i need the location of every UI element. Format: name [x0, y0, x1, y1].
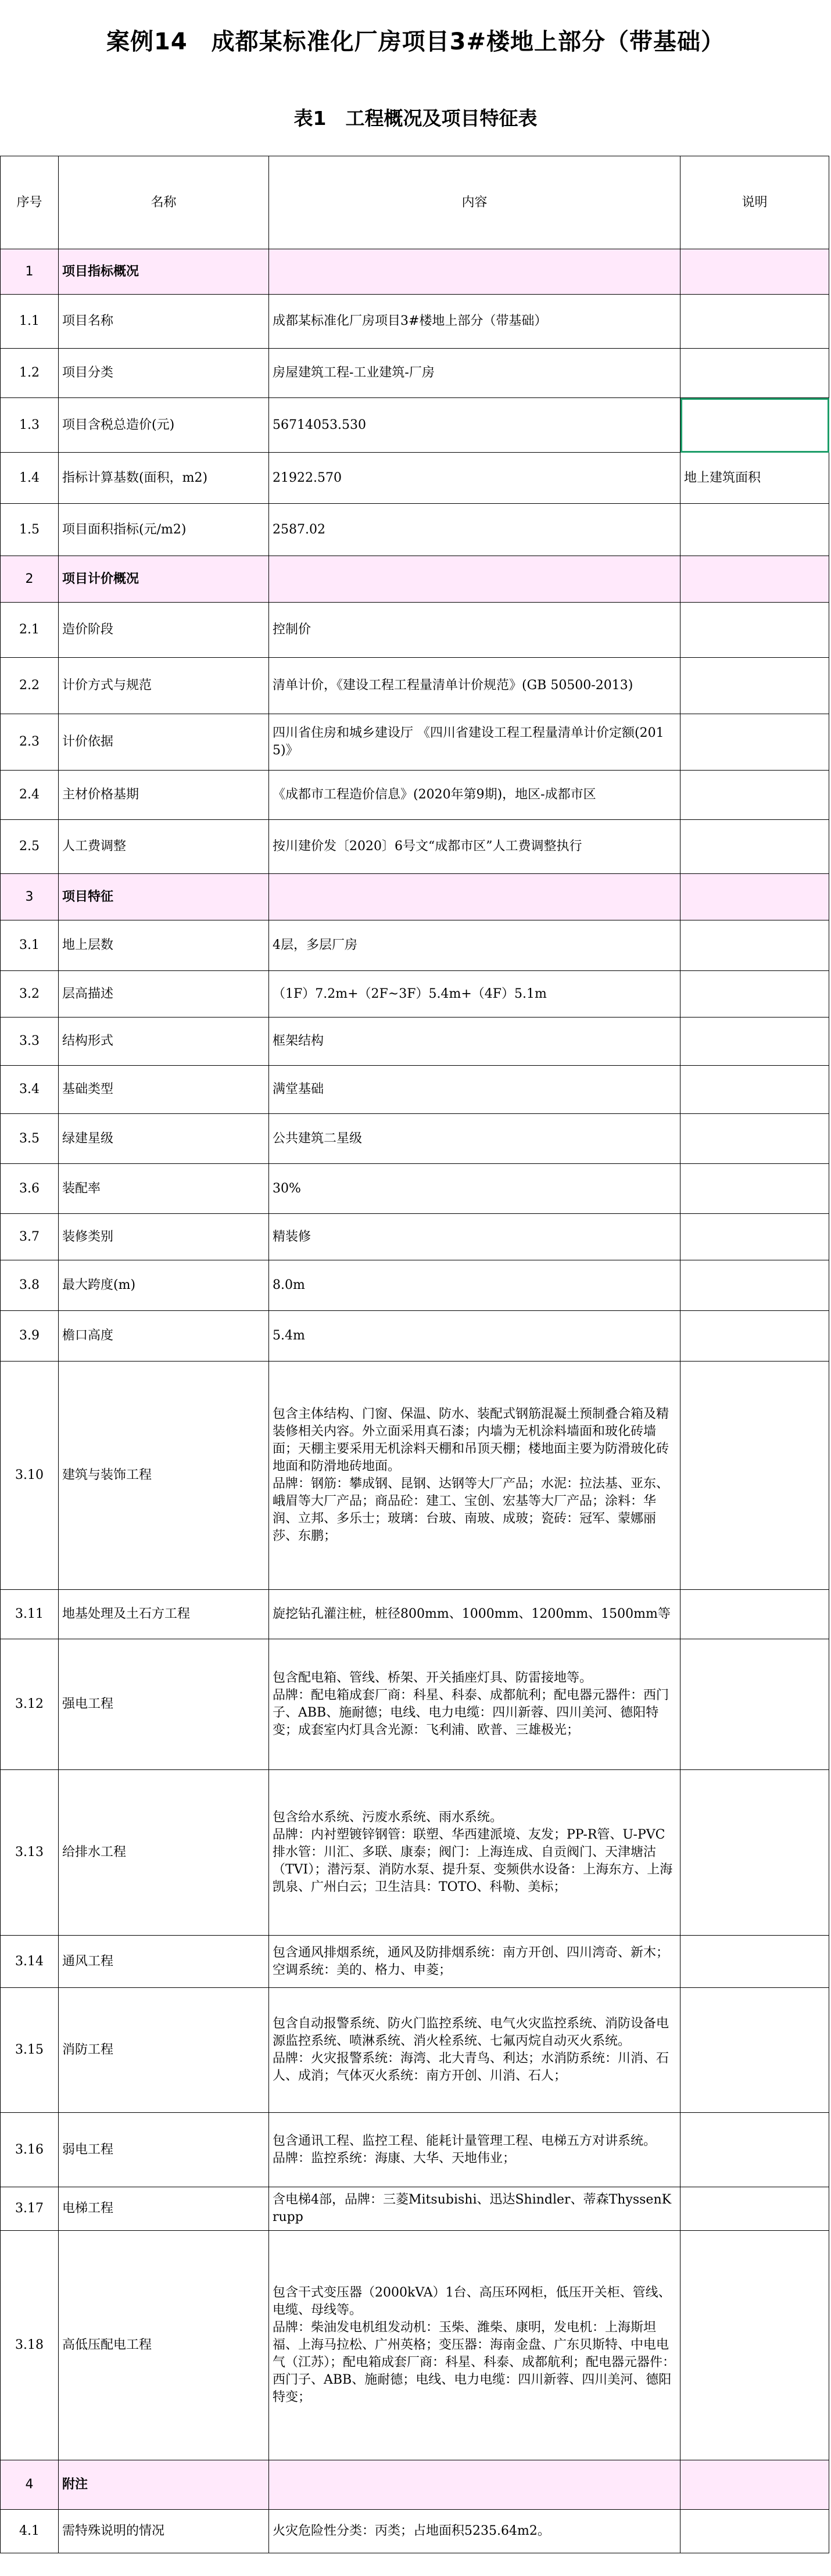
- row-name-cell: 指标计算基数(面积，m2): [59, 453, 269, 504]
- table-row: [1, 1260, 829, 1311]
- row-content-cell: （1F）7.2m+（2F~3F）5.4m+（4F）5.1m: [269, 971, 680, 1017]
- table-row: [1, 1214, 829, 1260]
- row-content-cell: 56714053.530: [269, 398, 680, 453]
- row-note-cell: [680, 1114, 829, 1164]
- row-content-cell: 含电梯4部，品牌：三菱Mitsubishi、迅达Shindler、蒂森ThyssenKrupp: [269, 2187, 680, 2231]
- row-name-cell: 计价方式与规范: [59, 658, 269, 714]
- row-note-cell: [680, 1311, 829, 1362]
- table-row: [1, 1590, 829, 1639]
- row-name-cell: 项目特征: [59, 874, 269, 920]
- row-name-cell: 项目指标概况: [59, 249, 269, 295]
- row-note-cell: [680, 1260, 829, 1311]
- row-note-cell: [680, 295, 829, 349]
- table-row: [1, 714, 829, 771]
- table-row: [1, 349, 829, 398]
- row-note-cell: [680, 820, 829, 874]
- table-row: [1, 2231, 829, 2460]
- row-note-cell: [680, 556, 829, 603]
- row-note-cell: [680, 1164, 829, 1214]
- row-content-cell: 包含通讯工程、监控工程、能耗计量管理工程、电梯五方对讲系统。 品牌：监控系统：海康、大华、天地伟业；: [269, 2113, 680, 2187]
- row-note-cell: [680, 2113, 829, 2187]
- table-row: [1, 1988, 829, 2113]
- table-row: [1, 603, 829, 658]
- row-number-cell: 2.4: [1, 771, 59, 820]
- row-number-cell: 3.9: [1, 1311, 59, 1362]
- row-note-cell: [680, 2231, 829, 2460]
- row-content-cell: [269, 249, 680, 295]
- row-number-cell: 3.16: [1, 2113, 59, 2187]
- row-name-cell: 地基处理及土石方工程: [59, 1590, 269, 1639]
- document-title: 案例14 成都某标准化厂房项目3#楼地上部分（带基础）: [106, 28, 725, 55]
- table-row: [1, 1936, 829, 1988]
- row-content-cell: [269, 874, 680, 920]
- section-row: [1, 249, 829, 295]
- row-name-cell: 项目分类: [59, 349, 269, 398]
- row-number-cell: 1.3: [1, 398, 59, 453]
- row-name-cell: 通风工程: [59, 1936, 269, 1988]
- table-row: [1, 1770, 829, 1936]
- row-content-cell: 包含主体结构、门窗、保温、防水、装配式钢筋混凝土预制叠合箱及精装修相关内容。外立面采用真石漆；内墙为无机涂料墙面和玻化砖墙面；天棚主要采用无机涂料天棚和吊顶天棚；楼地面主要为防滑玻化砖地面和防滑地砖地面。 品牌：钢筋：攀成钢、昆钢、达钢等大厂产品；水泥：拉法基、亚东、峨眉等大厂产品；商品砼：建工、宝创、宏基等大厂产品；涂料：华润、立邦、多乐士；玻璃：台玻、南玻、成玻；瓷砖：冠军、蒙娜丽莎、东鹏；: [269, 1362, 680, 1590]
- row-number-cell: 1.4: [1, 453, 59, 504]
- row-content-cell: 8.0m: [269, 1260, 680, 1311]
- row-number-cell: 1.2: [1, 349, 59, 398]
- row-number-cell: 2: [1, 556, 59, 603]
- project-feature-table: [0, 156, 829, 2553]
- row-name-cell: 最大跨度(m): [59, 1260, 269, 1311]
- row-name-cell: 需特殊说明的情况: [59, 2510, 269, 2553]
- row-content-cell: 《成都市工程造价信息》(2020年第9期)，地区-成都市区: [269, 771, 680, 820]
- row-content-cell: 包含配电箱、管线、桥架、开关插座灯具、防雷接地等。 品牌：配电箱成套厂商：科星、科泰、成都航利；配电器元器件：西门子、ABB、施耐德；电线、电力电缆：四川新蓉、四川美河、德阳特变；成套室内灯具含光源：飞利浦、欧普、三雄极光；: [269, 1639, 680, 1770]
- row-note-cell: [680, 2460, 829, 2510]
- row-name-cell: 计价依据: [59, 714, 269, 771]
- row-name-cell: 结构形式: [59, 1017, 269, 1066]
- row-content-cell: 精装修: [269, 1214, 680, 1260]
- row-note-cell: [680, 2510, 829, 2553]
- row-number-cell: 4.1: [1, 2510, 59, 2553]
- row-content-cell: 四川省住房和城乡建设厅 《四川省建设工程工程量清单计价定额(2015)》: [269, 714, 680, 771]
- table-row: [1, 1017, 829, 1066]
- table-row: [1, 1066, 829, 1114]
- row-note-cell: [680, 504, 829, 556]
- row-note-cell: [680, 1066, 829, 1114]
- row-number-cell: 1.5: [1, 504, 59, 556]
- table-row: [1, 771, 829, 820]
- table-row: [1, 2187, 829, 2231]
- row-name-cell: 项目面积指标(元/m2): [59, 504, 269, 556]
- row-name-cell: 装修类别: [59, 1214, 269, 1260]
- row-content-cell: 2587.02: [269, 504, 680, 556]
- row-content-cell: 30%: [269, 1164, 680, 1214]
- table-row: [1, 1639, 829, 1770]
- row-number-cell: 3.14: [1, 1936, 59, 1988]
- row-number-cell: 3: [1, 874, 59, 920]
- row-name-cell: 项目名称: [59, 295, 269, 349]
- row-number-cell: 3.1: [1, 920, 59, 971]
- row-name-cell: 人工费调整: [59, 820, 269, 874]
- row-content-cell: 4层，多层厂房: [269, 920, 680, 971]
- row-note-cell: [680, 1988, 829, 2113]
- row-note-cell: [680, 874, 829, 920]
- row-name-cell: 绿建星级: [59, 1114, 269, 1164]
- row-number-cell: 3.13: [1, 1770, 59, 1936]
- row-note-cell: [680, 1936, 829, 1988]
- row-note-cell: [680, 658, 829, 714]
- row-content-cell: 包含通风排烟系统，通风及防排烟系统：南方开创、四川湾奇、新木；空调系统：美的、格力、申菱；: [269, 1936, 680, 1988]
- row-name-cell: 高低压配电工程: [59, 2231, 269, 2460]
- row-name-cell: 项目含税总造价(元): [59, 398, 269, 453]
- row-number-cell: 3.4: [1, 1066, 59, 1114]
- table-row: [1, 920, 829, 971]
- row-content-cell: 包含给水系统、污废水系统、雨水系统。 品牌：内衬塑镀锌钢管：联塑、华西建派境、友发；PP-R管、U-PVC排水管：川汇、多联、康泰；阀门：上海连成、自贡阀门、天津塘沽（TVI）；潜污泵、消防水泵、提升泵、变频供水设备：上海东方、上海凯泉、广州白云；卫生洁具：TOTO、科勒、美标；: [269, 1770, 680, 1936]
- row-note-cell: 地上建筑面积: [680, 453, 829, 504]
- row-name-cell: 装配率: [59, 1164, 269, 1214]
- row-note-cell: [680, 920, 829, 971]
- row-content-cell: 21922.570: [269, 453, 680, 504]
- row-note-cell: [680, 1590, 829, 1639]
- row-name-cell: 基础类型: [59, 1066, 269, 1114]
- table-row: [1, 1362, 829, 1590]
- header-no: 序号: [1, 156, 59, 249]
- row-note-cell: [680, 2187, 829, 2231]
- table-header-row: [1, 156, 829, 249]
- row-content-cell: 按川建价发〔2020〕6号文“成都市区”人工费调整执行: [269, 820, 680, 874]
- row-note-cell: [680, 249, 829, 295]
- row-note-cell: [680, 1362, 829, 1590]
- row-content-cell: 公共建筑二星级: [269, 1114, 680, 1164]
- row-number-cell: 3.5: [1, 1114, 59, 1164]
- row-content-cell: 旋挖钻孔灌注桩，桩径800mm、1000mm、1200mm、1500mm等: [269, 1590, 680, 1639]
- row-content-cell: 房屋建筑工程-工业建筑-厂房: [269, 349, 680, 398]
- row-note-cell: [680, 771, 829, 820]
- row-number-cell: 3.7: [1, 1214, 59, 1260]
- row-number-cell: 2.1: [1, 603, 59, 658]
- row-name-cell: 造价阶段: [59, 603, 269, 658]
- row-number-cell: 1: [1, 249, 59, 295]
- row-note-cell: [680, 603, 829, 658]
- row-number-cell: 3.10: [1, 1362, 59, 1590]
- row-number-cell: 2.5: [1, 820, 59, 874]
- row-number-cell: 3.3: [1, 1017, 59, 1066]
- row-note-cell: [680, 1770, 829, 1936]
- table-row: [1, 1114, 829, 1164]
- row-name-cell: 檐口高度: [59, 1311, 269, 1362]
- row-number-cell: 2.2: [1, 658, 59, 714]
- row-content-cell: [269, 2460, 680, 2510]
- row-name-cell: 弱电工程: [59, 2113, 269, 2187]
- row-note-cell: [680, 971, 829, 1017]
- row-number-cell: 3.11: [1, 1590, 59, 1639]
- row-content-cell: 包含自动报警系统、防火门监控系统、电气火灾监控系统、消防设备电源监控系统、喷淋系统、消火栓系统、七氟丙烷自动灭火系统。 品牌：火灾报警系统：海湾、北大青鸟、利达；水消防系统：川消、石人、成消；气体灭火系统：南方开创、川消、石人；: [269, 1988, 680, 2113]
- table-row: [1, 2510, 829, 2553]
- header-note: 说明: [680, 156, 829, 249]
- row-note-cell: [680, 1017, 829, 1066]
- section-row: [1, 874, 829, 920]
- row-content-cell: 控制价: [269, 603, 680, 658]
- row-number-cell: 4: [1, 2460, 59, 2510]
- row-name-cell: 项目计价概况: [59, 556, 269, 603]
- table-row: [1, 658, 829, 714]
- row-number-cell: 2.3: [1, 714, 59, 771]
- table-title: 表1 工程概况及项目特征表: [293, 107, 538, 130]
- row-name-cell: 给排水工程: [59, 1770, 269, 1936]
- row-number-cell: 1.1: [1, 295, 59, 349]
- header-content: 内容: [269, 156, 680, 249]
- row-number-cell: 3.12: [1, 1639, 59, 1770]
- row-content-cell: 满堂基础: [269, 1066, 680, 1114]
- row-name-cell: 强电工程: [59, 1639, 269, 1770]
- row-note-cell: [680, 1639, 829, 1770]
- row-content-cell: 5.4m: [269, 1311, 680, 1362]
- row-name-cell: 电梯工程: [59, 2187, 269, 2231]
- row-content-cell: 清单计价，《建设工程工程量清单计价规范》(GB 50500-2013): [269, 658, 680, 714]
- row-content-cell: 框架结构: [269, 1017, 680, 1066]
- table-row: [1, 1164, 829, 1214]
- row-content-cell: 火灾危险性分类：丙类；占地面积5235.64m2。: [269, 2510, 680, 2553]
- row-content-cell: 成都某标准化厂房项目3#楼地上部分（带基础）: [269, 295, 680, 349]
- table-row: [1, 398, 829, 453]
- row-name-cell: 层高描述: [59, 971, 269, 1017]
- row-content-cell: [269, 556, 680, 603]
- row-note-cell: [680, 714, 829, 771]
- row-note-cell: [680, 349, 829, 398]
- table-row: [1, 971, 829, 1017]
- header-name: 名称: [59, 156, 269, 249]
- row-name-cell: 主材价格基期: [59, 771, 269, 820]
- row-note-cell: [680, 398, 829, 453]
- table-row: [1, 820, 829, 874]
- row-number-cell: 3.2: [1, 971, 59, 1017]
- row-number-cell: 3.15: [1, 1988, 59, 2113]
- row-note-cell: [680, 1214, 829, 1260]
- row-number-cell: 3.8: [1, 1260, 59, 1311]
- row-number-cell: 3.17: [1, 2187, 59, 2231]
- row-number-cell: 3.18: [1, 2231, 59, 2460]
- table-row: [1, 2113, 829, 2187]
- row-name-cell: 地上层数: [59, 920, 269, 971]
- section-row: [1, 2460, 829, 2510]
- table-row: [1, 453, 829, 504]
- table-row: [1, 295, 829, 349]
- row-number-cell: 3.6: [1, 1164, 59, 1214]
- section-row: [1, 556, 829, 603]
- table-row: [1, 504, 829, 556]
- row-name-cell: 消防工程: [59, 1988, 269, 2113]
- row-name-cell: 建筑与装饰工程: [59, 1362, 269, 1590]
- row-name-cell: 附注: [59, 2460, 269, 2510]
- table-row: [1, 1311, 829, 1362]
- row-content-cell: 包含干式变压器（2000kVA）1台、高压环网柜，低压开关柜、管线、电缆、母线等。 品牌：柴油发电机组发动机：玉柴、潍柴、康明，发电机：上海斯坦福、上海马拉松、广州英格；变压器：海南金盘、广东贝斯特、中电电气（江苏）；配电箱成套厂商：科星、科泰、成都航利；配电器元器件：西门子、ABB、施耐德；电线、电力电缆：四川新蓉、四川美河、德阳特变；: [269, 2231, 680, 2460]
